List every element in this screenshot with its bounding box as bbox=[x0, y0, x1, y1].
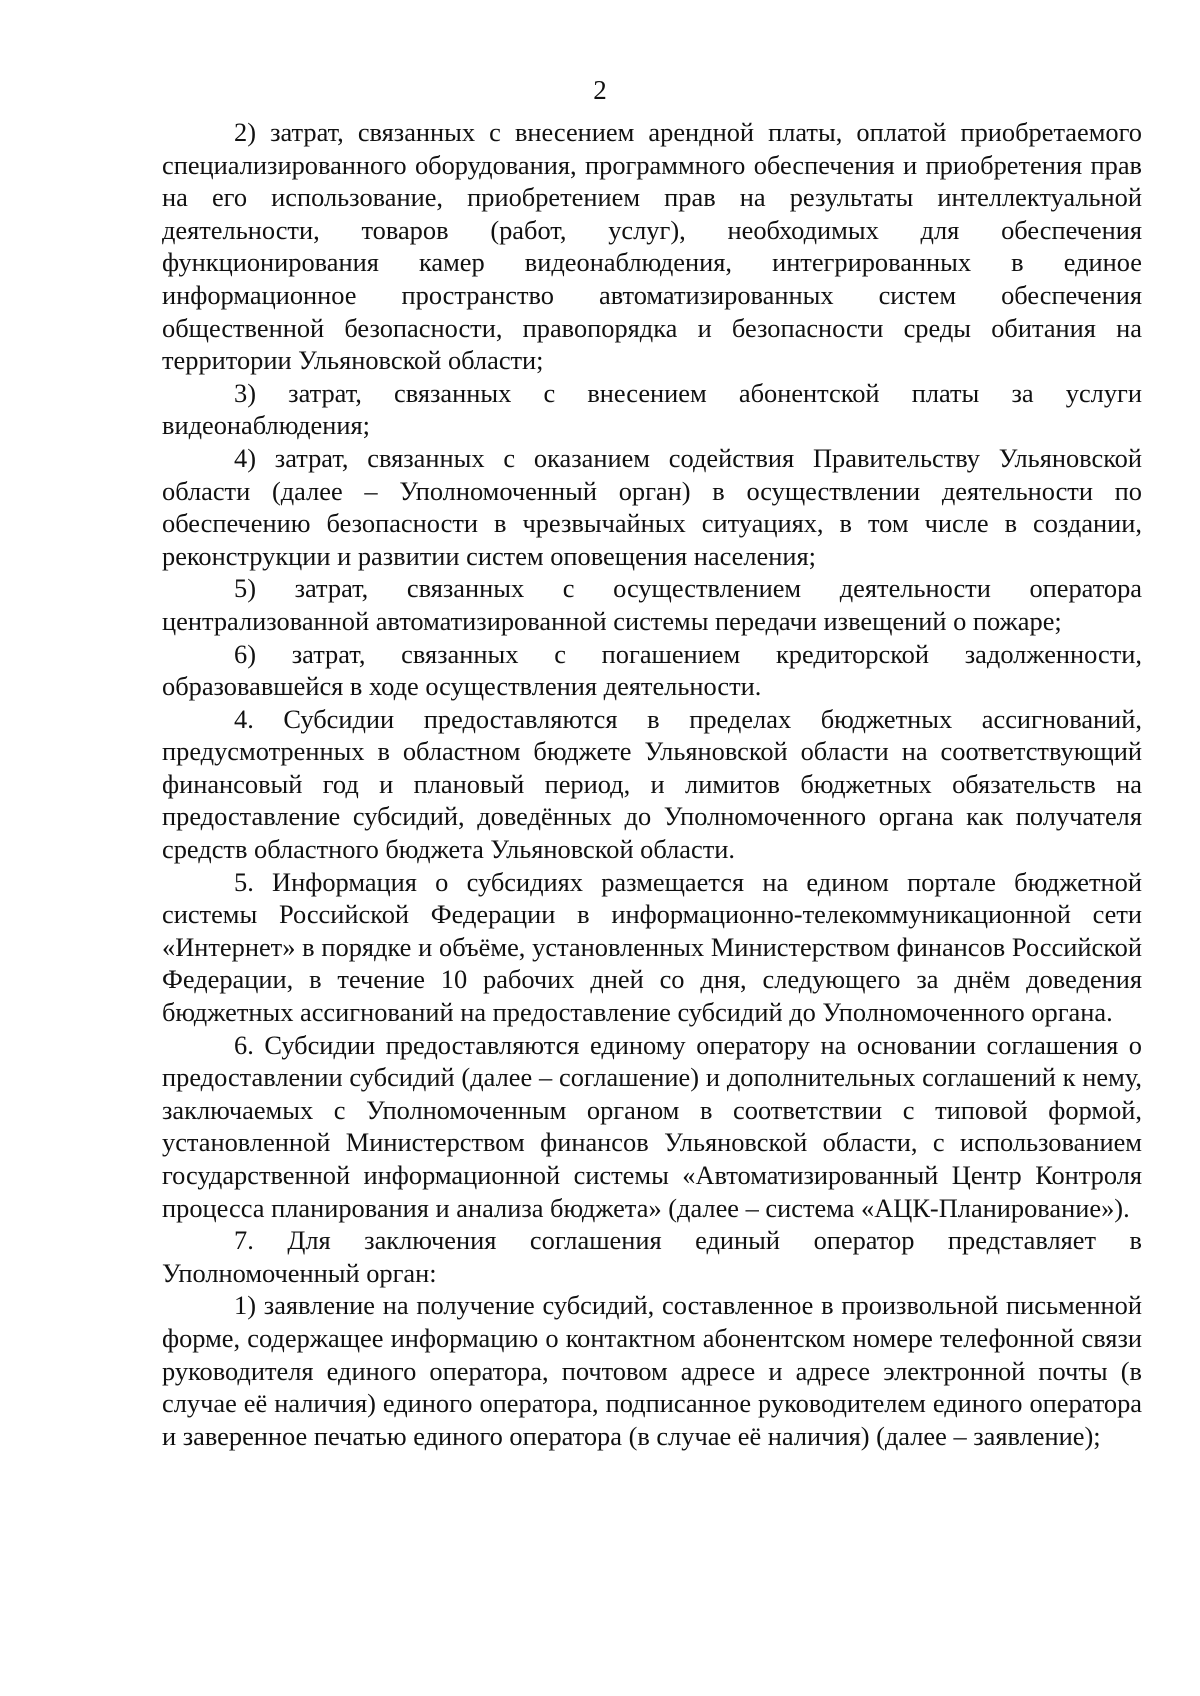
paragraph-clause-6: 6) затрат, связанных с погашением кредиторской задолженности, образовавшейся в ходе осуществления деятельности. bbox=[162, 638, 1142, 702]
document-body bbox=[162, 116, 1142, 1452]
paragraph-clause-5: 5) затрат, связанных с осуществлением деятельности оператора централизованной автоматизированной системы передачи извещений о пожаре; bbox=[162, 573, 1142, 636]
page-number: 2 bbox=[593, 75, 607, 105]
paragraph-clause-4: 4) затрат, связанных с оказанием содействия Правительству Ульяновской области (далее – Уполномоченный орган) в осуществлении деятельности по обеспечению безопасности в чрезвычайных ситуациях, в том числе в создании, реконструкции и развитии систем оповещения населения; bbox=[162, 442, 1142, 571]
paragraph-section-7: 7. Для заключения соглашения единый оператор представляет в Уполномоченный орган: bbox=[162, 1225, 1142, 1288]
paragraph-section-4: 4. Субсидии предоставляются в пределах бюджетных ассигнований, предусмотренных в областном бюджете Ульяновской области на соответствующий финансовый год и плановый период, и лимитов бюджетных обязательств на предоставление субсидий, доведённых до Уполномоченного органа как получателя средств областного бюджета Ульяновской области. bbox=[162, 703, 1142, 865]
paragraph-clause-2: 2) затрат, связанных с внесением арендной платы, оплатой приобретаемого специализированного оборудования, программного обеспечения и приобретения прав на его использование, приобретением прав на результаты интеллектуальной деятельности, товаров (работ, услуг), необходимых для обеспечения функционирования камер видеонаблюдения, интегрированных в единое информационное пространство автоматизированных систем обеспечения общественной безопасности, правопорядка и безопасности среды обитания на территории Ульяновской области; bbox=[162, 117, 1142, 376]
paragraph-section-6: 6. Субсидии предоставляются единому оператору на основании соглашения о предоставлении субсидий (далее – соглашение) и дополнительных соглашений к нему, заключаемых с Уполномоченным органом в соответствии с типовой формой, установленной Министерством финансов Ульяновской области, с использованием государственной информационной системы «Автоматизированный Центр Контроля процесса планирования и анализа бюджета» (далее – система «АЦК-Планирование»). bbox=[162, 1029, 1142, 1223]
paragraph-clause-3: 3) затрат, связанных с внесением абонентской платы за услуги видеонаблюдения; bbox=[162, 377, 1142, 441]
paragraph-section-5: 5. Информация о субсидиях размещается на едином портале бюджетной системы Российской Федерации в информационно-телекоммуникационной сети «Интернет» в порядке и объёме, установленных Министерством финансов Российской Федерации, в течение 10 рабочих дней со дня, следующего за днём доведения бюджетных ассигнований на предоставление субсидий до Уполномоченного органа. bbox=[162, 866, 1142, 1028]
paragraph-section-7-clause-1: 1) заявление на получение субсидий, составленное в произвольной письменной форме, содержащее информацию о контактном абонентском номере телефонной связи руководителя единого оператора, почтовом адресе и адресе электронной почты (в случае её наличия) единого оператора, подписанное руководителем единого оператора и заверенное печатью единого оператора (в случае её наличия) (далее – заявление); bbox=[162, 1290, 1142, 1451]
